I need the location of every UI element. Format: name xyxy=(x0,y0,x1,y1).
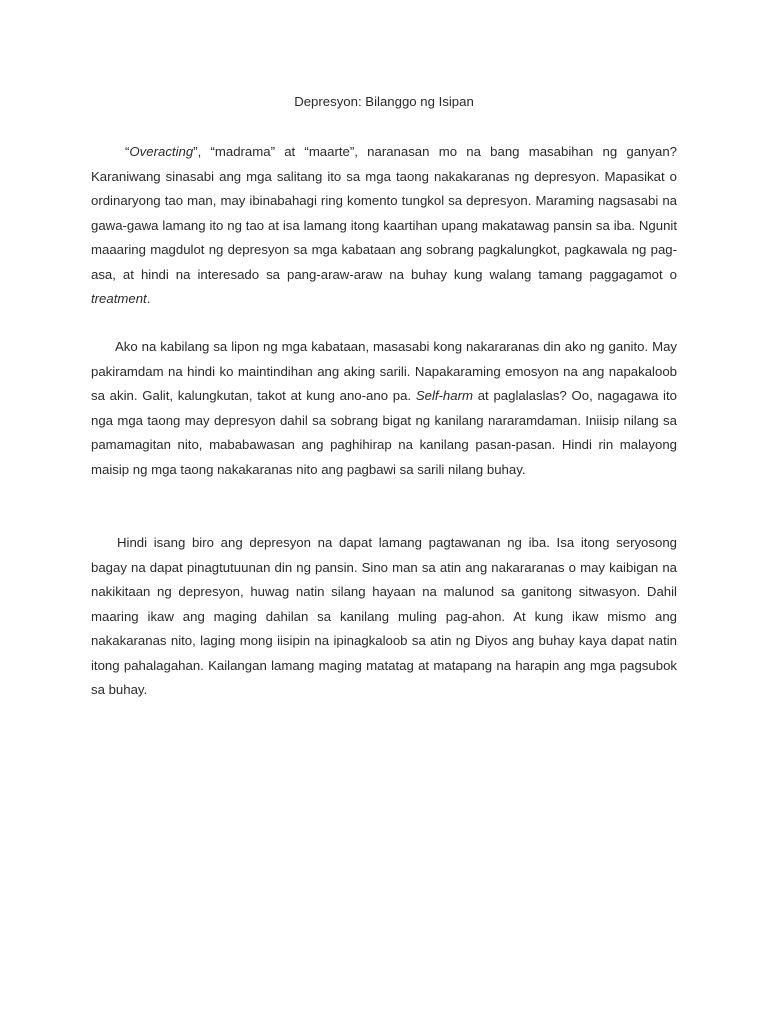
document-title: Depresyon: Bilanggo ng Isipan xyxy=(294,94,474,109)
term-overacting: Overacting xyxy=(129,144,194,159)
paragraph-2-text-a: Ako na kabilang sa lipon ng mga kabataan, masasabi kong nakararanas din ako ng ganito. May pakiramdam na hindi ko maintindihan ang aking sarili. Napakaraming emosyon na ang napakaloob sa akin. Galit, kalungkutan, takot at kung ano-ano pa. xyxy=(91,339,677,403)
paragraph-2 xyxy=(91,335,677,482)
open-quote: “ xyxy=(125,144,130,159)
term-treatment: treatment xyxy=(91,291,147,306)
paragraph-1-text: ”, “madrama” at “maarte”, naranasan mo na bang masabihan ng ganyan? Karaniwang sinasabi ang mga salitang ito sa mga taong nakakaranas ng depresyon. Mapasikat o ordinaryong tao man, may ibinabahagi ring komento tungkol sa depresyon. Maraming nagsasabi na gawa-gawa lamang ito ng tao at isa lamang itong kaartihan upang makatawag pansin sa iba. Ngunit maaaring magdulot ng depresyon sa mga kabataan ang sobrang pagkalungkot, pagkawala ng pag-asa, at hindi na interesado sa pang-araw-araw na buhay kung walang tamang paggagamot o xyxy=(91,144,677,282)
paragraph-2-text-b: at paglalaslas? Oo, nagagawa ito nga mga taong may depresyon dahil sa sobrang bigat ng kanilang nararamdaman. Iniisip nilang sa pamamagitan nito, mababawasan ang paghihirap na kanilang pasan-pasan. Hindi rin malayong maisip ng mga taong nakakaranas nito ang pagbawi sa sarili nilang buhay. xyxy=(91,388,677,477)
term-self-harm: Self-harm xyxy=(415,388,473,403)
paragraph-1-end: . xyxy=(146,291,151,306)
paragraph-1 xyxy=(91,140,677,312)
paragraph-3: Hindi isang biro ang depresyon na dapat lamang pagtawanan ng iba. Isa itong seryosong bagay na dapat pinagtutuunan din ng pansin. Sino man sa atin ang nakararanas o may kaibigan na nakikitaan ng depresyon, huwag natin silang hayaan na malunod sa ganitong sitwasyon. Dahil maaring ikaw ang maging dahilan sa kanilang muling pag-ahon. At kung ikaw mismo ang nakakaranas nito, laging mong iisipin na ipinagkaloob sa atin ng Diyos ang buhay kaya dapat natin itong pahalagahan. Kailangan lamang maging matatag at matapang na harapin ang mga pagsubok sa buhay. xyxy=(91,535,677,697)
